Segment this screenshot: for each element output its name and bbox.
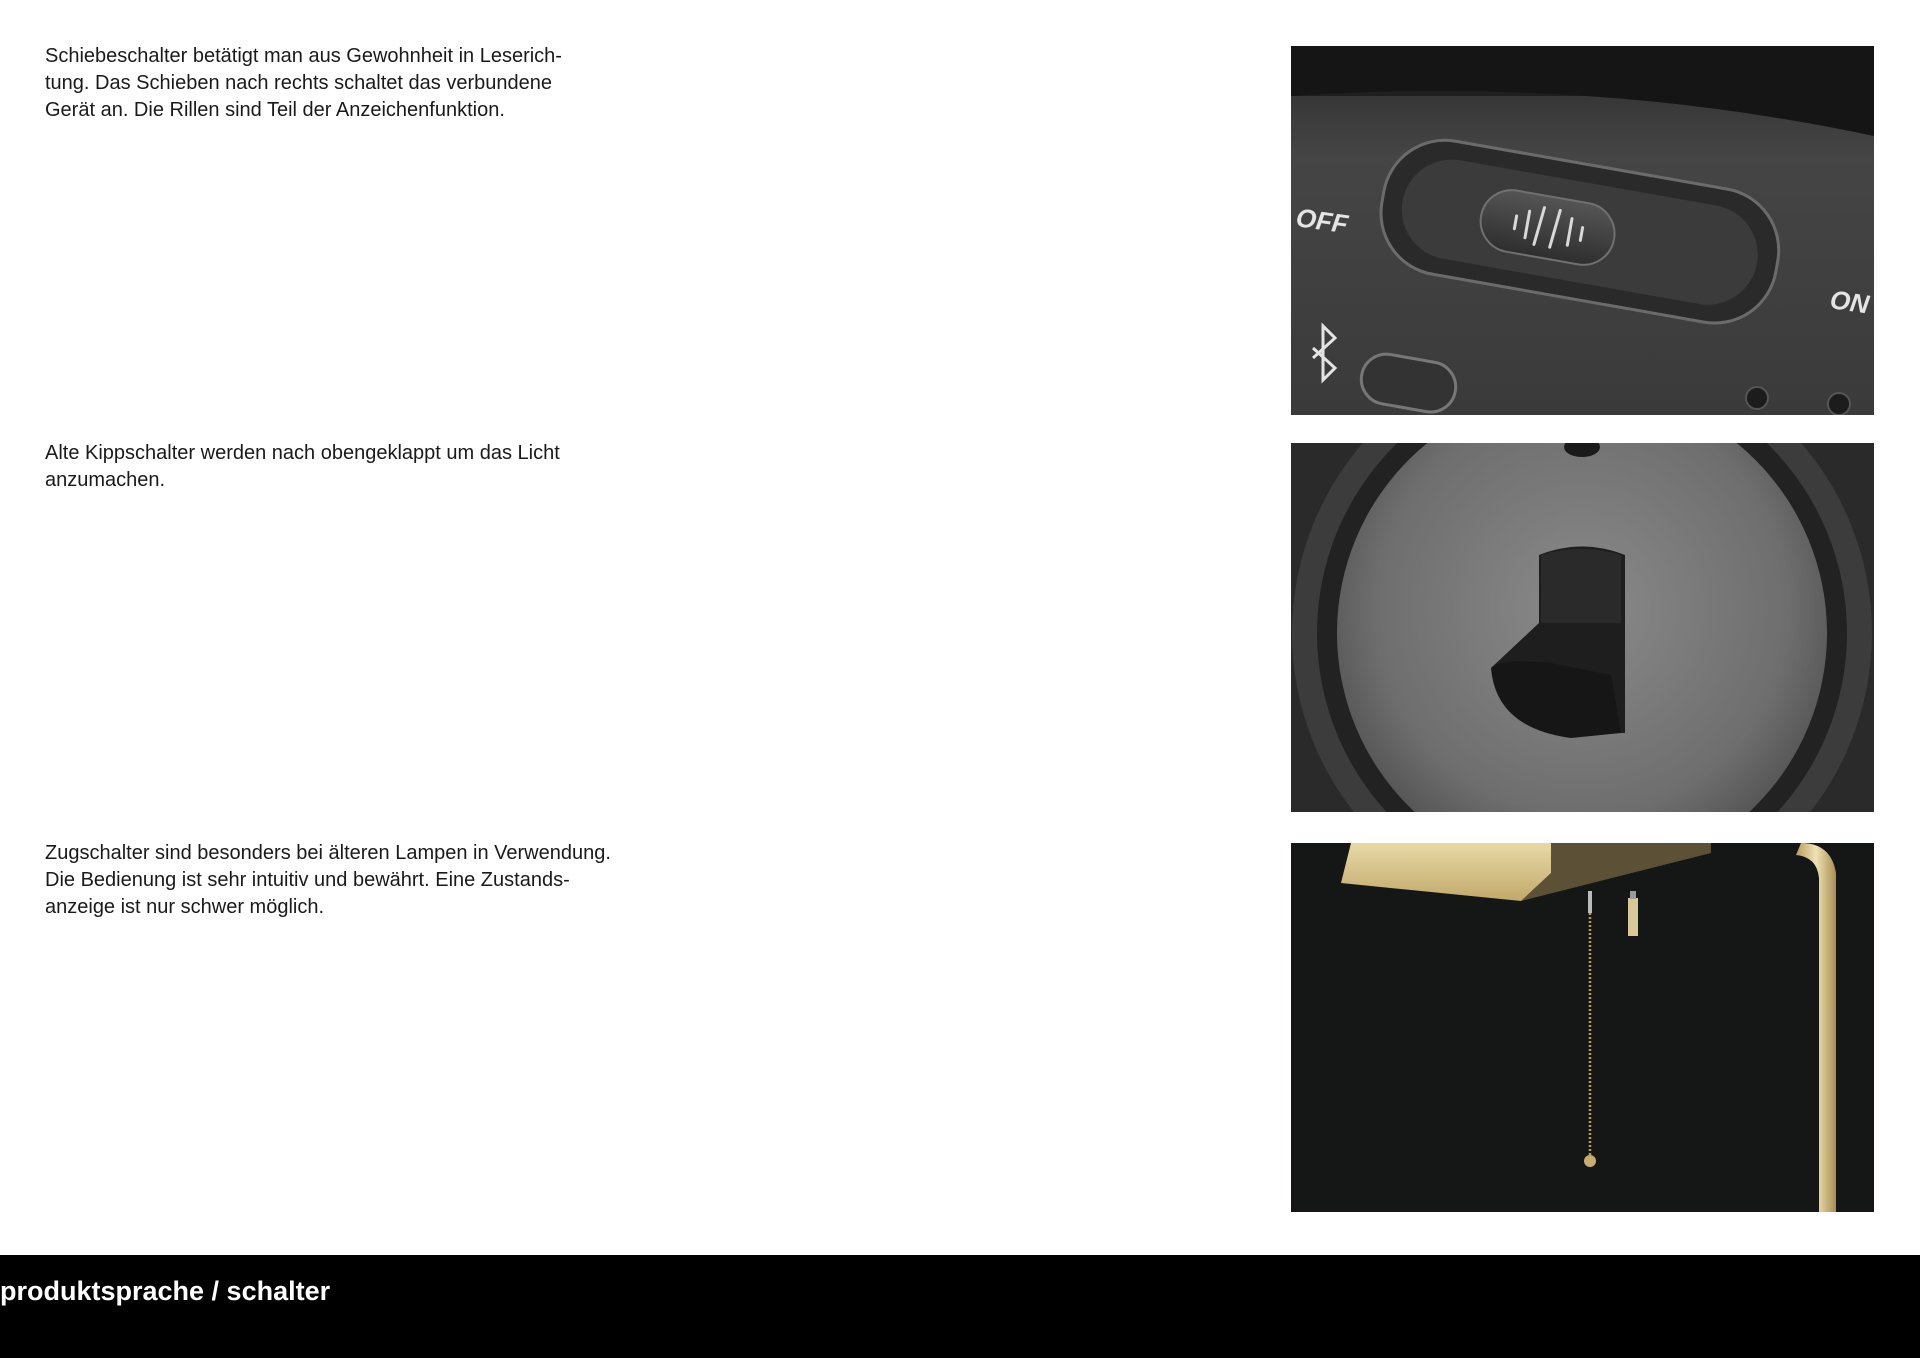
photo-pull-switch (1291, 843, 1874, 1212)
caption-line: tung. Das Schieben nach rechts schaltet das verbundene (45, 72, 552, 94)
off-label: OFF (1294, 202, 1350, 240)
caption-pull-switch (45, 840, 645, 921)
caption-slide-switch (45, 43, 645, 124)
caption-line: anzumachen. (45, 469, 166, 491)
caption-line: anzeige ist nur schwer möglich. (45, 896, 325, 918)
footer-bar (0, 1255, 1920, 1358)
caption-line: Die Bedienung ist sehr intuitiv und bewährt. Eine Zustands- (45, 869, 570, 891)
photo-slide-switch (1291, 46, 1874, 415)
caption-line: Schiebeschalter betätigt man aus Gewohnheit in Leserich- (45, 45, 562, 67)
footer-title: produktsprache / schalter (0, 1276, 331, 1306)
caption-line: Alte Kippschalter werden nach obengeklappt um das Licht (45, 442, 560, 464)
photo-toggle-switch (1291, 443, 1874, 812)
caption-line: Zugschalter sind besonders bei älteren Lampen in Verwendung. (45, 842, 611, 864)
on-label: ON (1828, 284, 1871, 320)
caption-toggle-switch (45, 440, 645, 494)
caption-line: Gerät an. Die Rillen sind Teil der Anzeichenfunktion. (45, 99, 505, 121)
